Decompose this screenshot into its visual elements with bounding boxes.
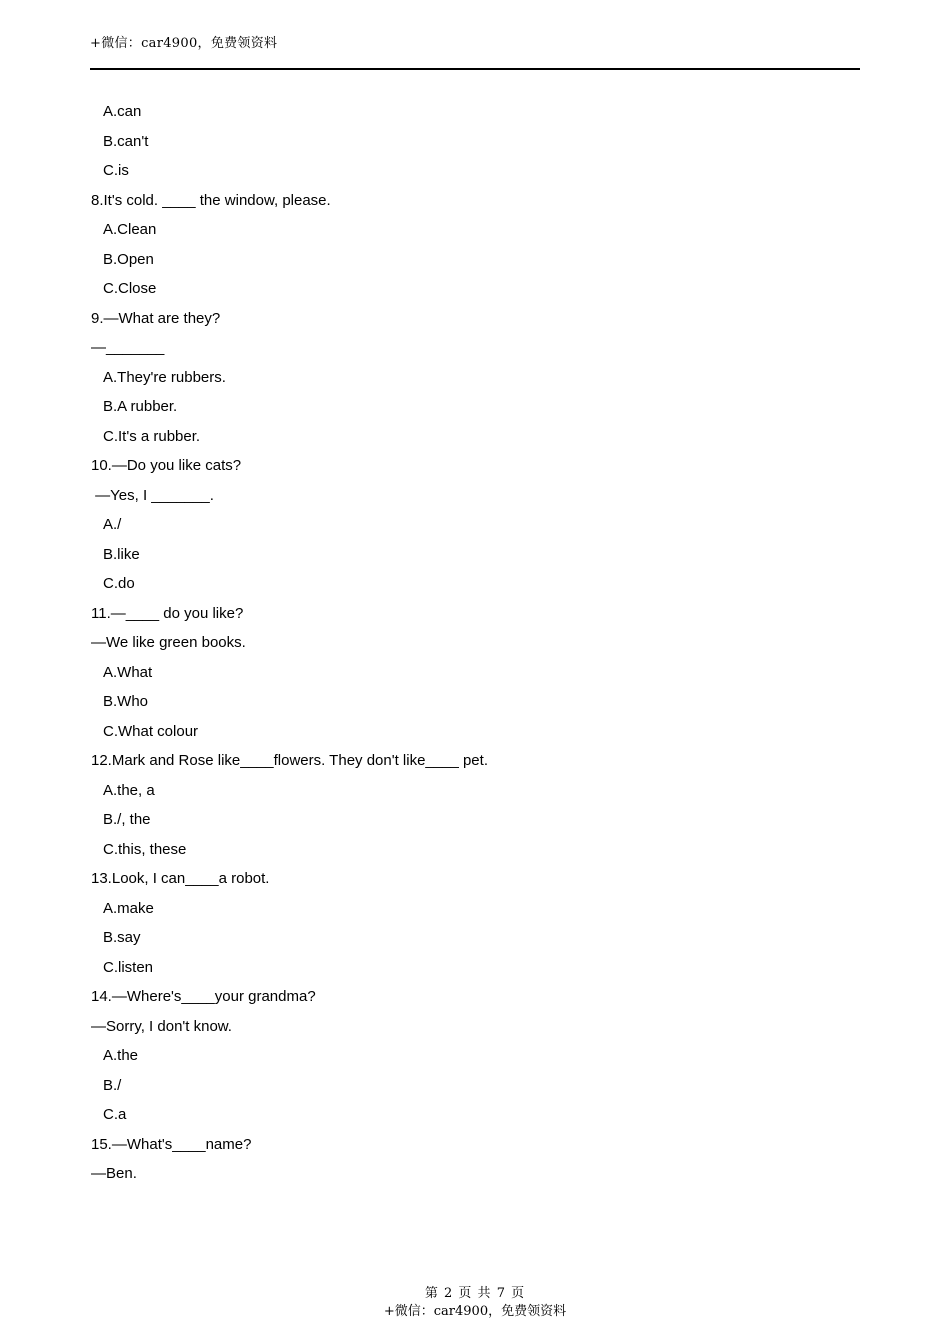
answer-option: B.Who <box>103 693 149 710</box>
answer-option: A.What <box>103 663 153 681</box>
footer-watermark: +微信：car4900，免费领资料 <box>383 1304 567 1319</box>
question-line: 9.—What are they? <box>91 309 221 327</box>
answer-option: A.They're rubbers. <box>103 368 226 386</box>
question-line: 10.—Do you like cats? <box>91 457 242 474</box>
answer-option: C.a <box>103 1106 127 1123</box>
question-line: —Ben. <box>91 1165 137 1182</box>
answer-option: C.It's a rubber. <box>103 427 201 445</box>
question-line: —We like green books. <box>91 634 246 651</box>
question-line: 8.It's cold. ____ the window, please. <box>91 191 331 209</box>
answer-option: B.A rubber. <box>103 398 178 415</box>
answer-option: A./ <box>103 516 122 533</box>
question-list <box>91 100 851 1192</box>
question-line: 13.Look, I can____a robot. <box>91 870 270 887</box>
header-watermark: +微信：car4900，免费领资料 <box>90 36 278 51</box>
answer-option: B./, the <box>103 811 151 828</box>
question-line: —Sorry, I don't know. <box>91 1017 232 1035</box>
answer-option: C.listen <box>103 958 154 976</box>
answer-option: B.Open <box>103 250 154 268</box>
answer-option: A.the <box>103 1047 139 1064</box>
answer-option: C.Close <box>103 280 157 297</box>
answer-option: B./ <box>103 1076 122 1094</box>
question-line: —Yes, I _______. <box>91 486 214 504</box>
answer-option: A.can <box>103 103 142 120</box>
answer-option: C.this, these <box>103 840 187 858</box>
page-number: 第 2 页 共 7 页 <box>424 1286 526 1301</box>
question-line: 11.—____ do you like? <box>91 604 244 622</box>
answer-option: A.make <box>103 899 154 917</box>
answer-option: C.What colour <box>103 722 199 740</box>
question-line: —_______ <box>91 339 165 356</box>
answer-option: A.Clean <box>103 221 157 238</box>
answer-option: C.do <box>103 575 135 592</box>
question-line: 14.—Where's____your grandma? <box>91 988 316 1005</box>
answer-option: B.like <box>103 545 140 563</box>
header-divider <box>90 68 860 70</box>
question-line: 12.Mark and Rose like____flowers. They don't like____ pet. <box>91 752 488 769</box>
answer-option: C.is <box>103 162 129 179</box>
answer-option: B.can't <box>103 132 149 150</box>
answer-option: B.say <box>103 929 141 946</box>
answer-option: A.the, a <box>103 781 155 799</box>
question-line: 15.—What's____name? <box>91 1135 252 1153</box>
